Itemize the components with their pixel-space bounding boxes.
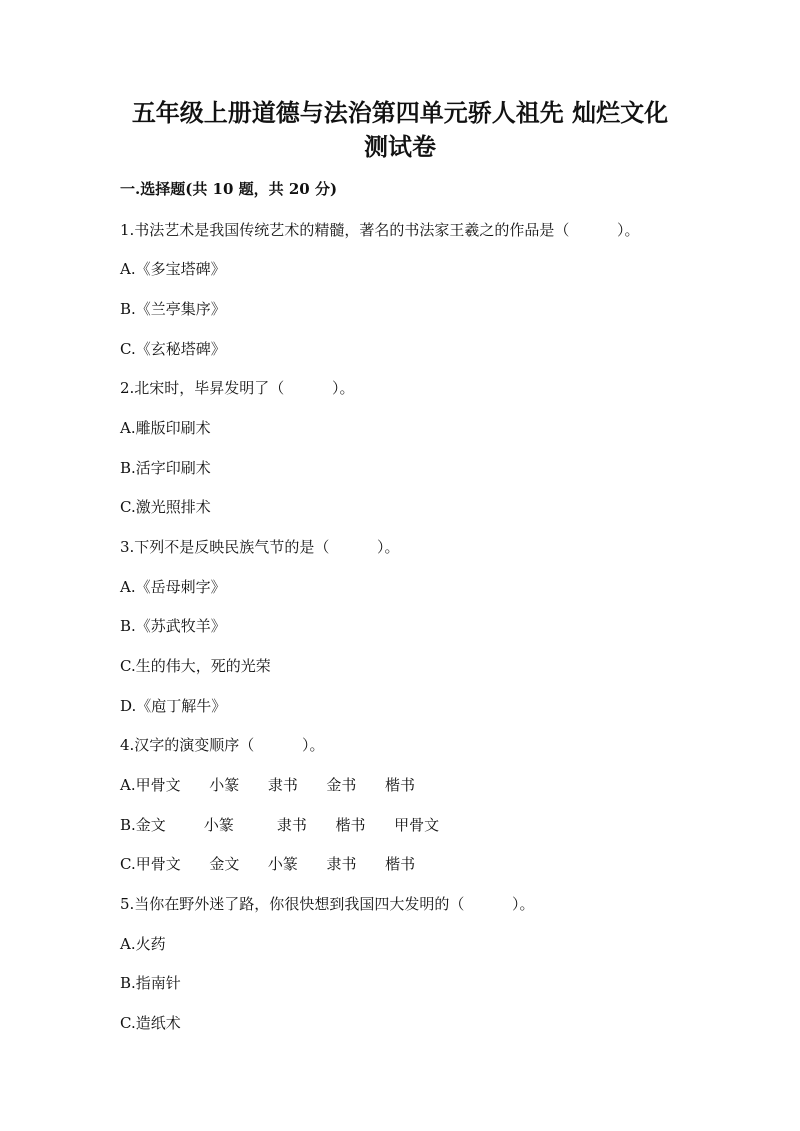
question-3-option-c[interactable]: C.生的伟大，死的光荣: [120, 657, 271, 675]
question-3-stem: 3.下列不是反映民族气节的是（ ）。: [120, 538, 400, 556]
section-heading: 一.选择题(共 10 题，共 20 分): [120, 180, 338, 198]
question-3-option-a[interactable]: A.《岳母刺字》: [120, 578, 226, 596]
question-5-option-b[interactable]: B.指南针: [120, 974, 181, 992]
question-5-stem: 5.当你在野外迷了路，你很快想到我国四大发明的（ ）。: [120, 895, 535, 913]
question-4-stem: 4.汉字的演变顺序（ ）。: [120, 736, 325, 754]
question-1-stem: 1.书法艺术是我国传统艺术的精髓，著名的书法家王羲之的作品是（ ）。: [120, 221, 640, 239]
question-4-option-b[interactable]: B.金文 小篆 隶书 楷书 甲骨文: [120, 816, 440, 834]
question-2-option-b[interactable]: B.活字印刷术: [120, 459, 211, 477]
question-5-option-a[interactable]: A.火药: [120, 935, 166, 953]
question-5-option-c[interactable]: C.造纸术: [120, 1014, 181, 1032]
page-title-line-2: 测试卷: [364, 132, 436, 161]
question-3-option-d[interactable]: D.《庖丁解牛》: [120, 697, 227, 715]
question-1-option-c[interactable]: C.《玄秘塔碑》: [120, 340, 226, 358]
question-1-option-a[interactable]: A.《多宝塔碑》: [120, 260, 226, 278]
question-2-stem: 2.北宋时，毕昇发明了（ ）。: [120, 379, 355, 397]
question-4-option-c[interactable]: C.甲骨文 金文 小篆 隶书 楷书: [120, 855, 416, 873]
question-1-option-b[interactable]: B.《兰亭集序》: [120, 300, 226, 318]
question-3-option-b[interactable]: B.《苏武牧羊》: [120, 617, 226, 635]
page-title-line-1: 五年级上册道德与法治第四单元骄人祖先 灿烂文化: [131, 98, 669, 127]
question-2-option-c[interactable]: C.激光照排术: [120, 498, 211, 516]
question-4-option-a[interactable]: A.甲骨文 小篆 隶书 金书 楷书: [120, 776, 416, 794]
question-2-option-a[interactable]: A.雕版印刷术: [120, 419, 211, 437]
